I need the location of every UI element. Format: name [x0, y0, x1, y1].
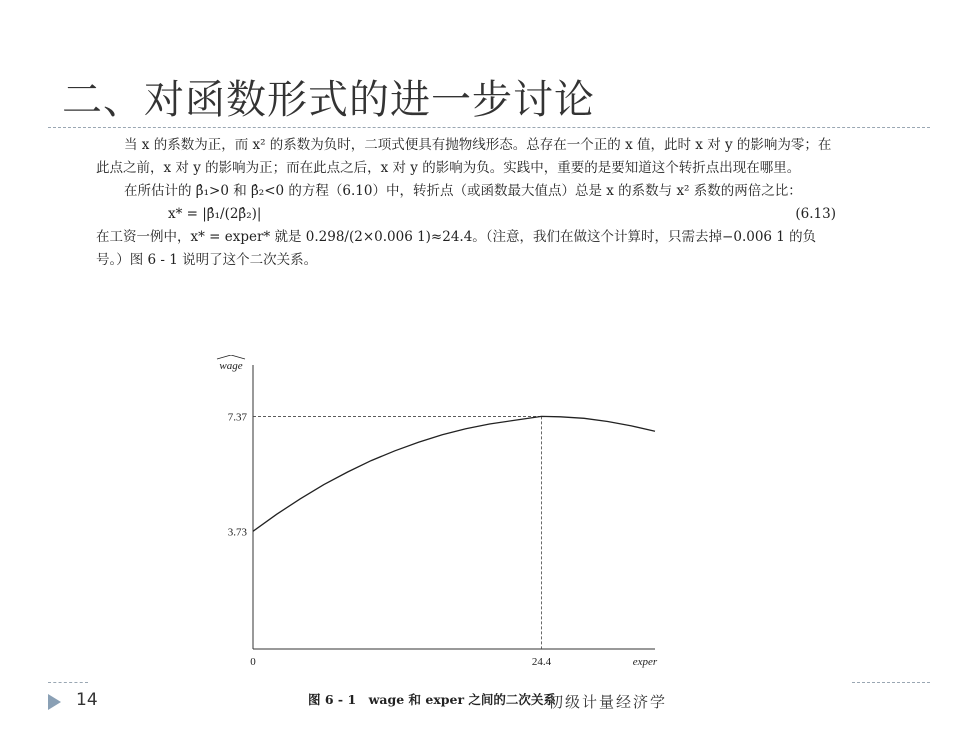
- title-divider: [48, 127, 930, 128]
- play-arrow-icon: [48, 694, 61, 710]
- footer-course-title: 初级计量经济学: [548, 693, 668, 711]
- figure-caption: 图 6 - 1 wage 和 exper 之间的二次关系: [308, 692, 556, 707]
- equation: x* = |β̂₁/(2β̂₂)|: [168, 206, 262, 222]
- quadratic-chart: [190, 355, 670, 675]
- x-axis-label: exper: [632, 656, 658, 668]
- slide-title: 二、对函数形式的进一步讨论: [62, 77, 595, 123]
- body-text: [96, 134, 836, 272]
- footer-divider-right: [852, 682, 930, 683]
- quadratic-curve: [253, 416, 655, 531]
- y-tick-label: 3.73: [227, 526, 247, 539]
- y-tick-label: 7.37: [227, 411, 247, 424]
- x-tick-label: 0: [250, 656, 256, 668]
- paragraph-3: 在工资一例中，x* = exper* 就是 0.298/(2×0.006 1)≈24.4。（注意，我们在做这个计算时，只需去掉−0.006 1 的负号。）图 6 - 1 说明了这个二次关系。: [96, 229, 817, 268]
- equation-number: (6.13): [795, 206, 836, 222]
- page-number: 14: [76, 690, 98, 710]
- figure-6-1: [190, 355, 670, 675]
- paragraph-2: 在所估计的 β̂₁>0 和 β̂₂<0 的方程（6.10）中，转折点（或函数最大值点）总是 x 的系数与 x² 系数的两倍之比：: [124, 183, 802, 199]
- equation-line: [96, 203, 836, 226]
- hat-mark: [217, 355, 245, 359]
- footer-divider-left: [48, 682, 88, 683]
- y-axis-label: wage: [219, 360, 243, 372]
- paragraph-1: 当 x 的系数为正，而 x² 的系数为负时，二项式便具有抛物线形态。总存在一个正的 x 值，此时 x 对 y 的影响为零；在此点之前，x 对 y 的影响为正；而在此点之后，x 对 y 的影响为负。实践中，重要的是要知道这个转折点出现在哪里。: [96, 137, 832, 176]
- x-tick-label: 24.4: [531, 656, 552, 668]
